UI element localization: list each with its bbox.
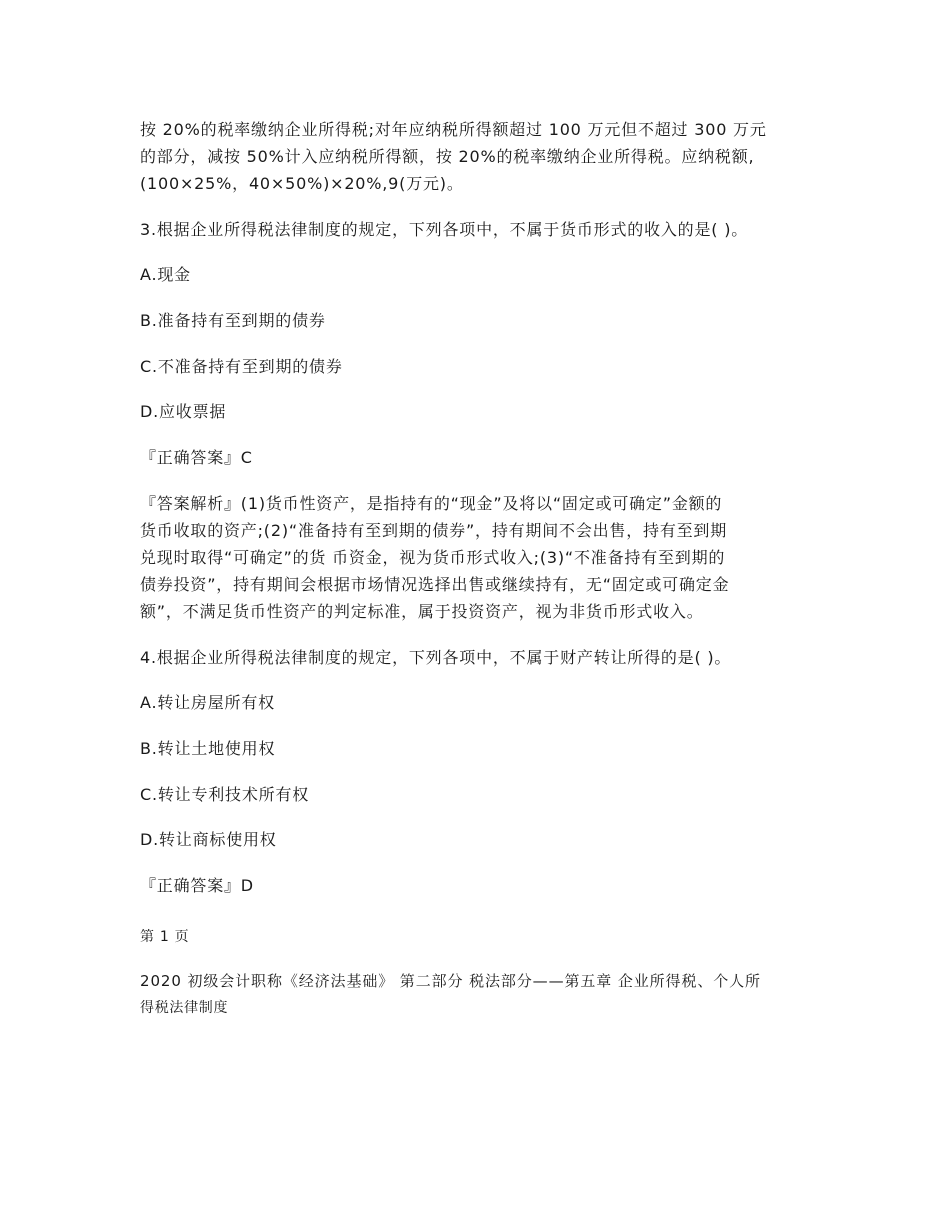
answer-explanation-line: 额”，不满足货币性资产的判定标准，属于投资资产，视为非货币形式收入。 bbox=[140, 602, 704, 621]
paragraph-line: 按 20%的税率缴纳企业所得税;对年应纳税所得额超过 100 万元但不超过 300 万元 bbox=[140, 120, 767, 139]
answer-explanation-line: 『答案解析』(1)货币性资产，是指持有的“现金”及将以“固定或可确定”金额的 bbox=[140, 494, 723, 513]
question-4-option-d: D.转让商标使用权 bbox=[140, 830, 277, 849]
question-3-option-c: C.不准备持有至到期的债券 bbox=[140, 357, 343, 376]
paragraph-line: (100×25%，40×50%)×20%,9(万元)。 bbox=[140, 174, 464, 193]
answer-explanation-line: 兑现时取得“可确定”的货 币资金，视为货币形式收入;(3)“不准备持有至到期的 bbox=[140, 548, 726, 567]
document-title-line: 得税法律制度 bbox=[140, 1000, 229, 1016]
question-3-option-b: B.准备持有至到期的债券 bbox=[140, 311, 326, 330]
page-number: 第 1 页 bbox=[140, 929, 190, 945]
question-4-stem: 4.根据企业所得税法律制度的规定，下列各项中，不属于财产转让所得的是( )。 bbox=[140, 648, 732, 667]
question-4-option-c: C.转让专利技术所有权 bbox=[140, 785, 310, 804]
question-3-option-a: A.现金 bbox=[140, 265, 191, 284]
answer-explanation-line: 货币收取的资产;(2)“准备持有至到期的债券”，持有期间不会出售，持有至到期 bbox=[140, 521, 728, 540]
question-3-stem: 3.根据企业所得税法律制度的规定，下列各项中，不属于货币形式的收入的是( )。 bbox=[140, 220, 749, 239]
question-4-option-a: A.转让房屋所有权 bbox=[140, 693, 275, 712]
question-3-option-d: D.应收票据 bbox=[140, 402, 227, 421]
paragraph-line: 的部分，减按 50%计入应纳税所得额，按 20%的税率缴纳企业所得税。应纳税额, bbox=[140, 147, 755, 166]
answer-explanation-line: 债券投资”，持有期间会根据市场情况选择出售或继续持有，无“固定或可确定金 bbox=[140, 575, 730, 594]
question-4-option-b: B.转让土地使用权 bbox=[140, 739, 276, 758]
question-3-answer: 『正确答案』C bbox=[140, 448, 253, 467]
document-title-line: 2020 初级会计职称《经济法基础》 第二部分 税法部分——第五章 企业所得税、个人所 bbox=[140, 972, 761, 990]
question-4-answer: 『正确答案』D bbox=[140, 876, 254, 895]
